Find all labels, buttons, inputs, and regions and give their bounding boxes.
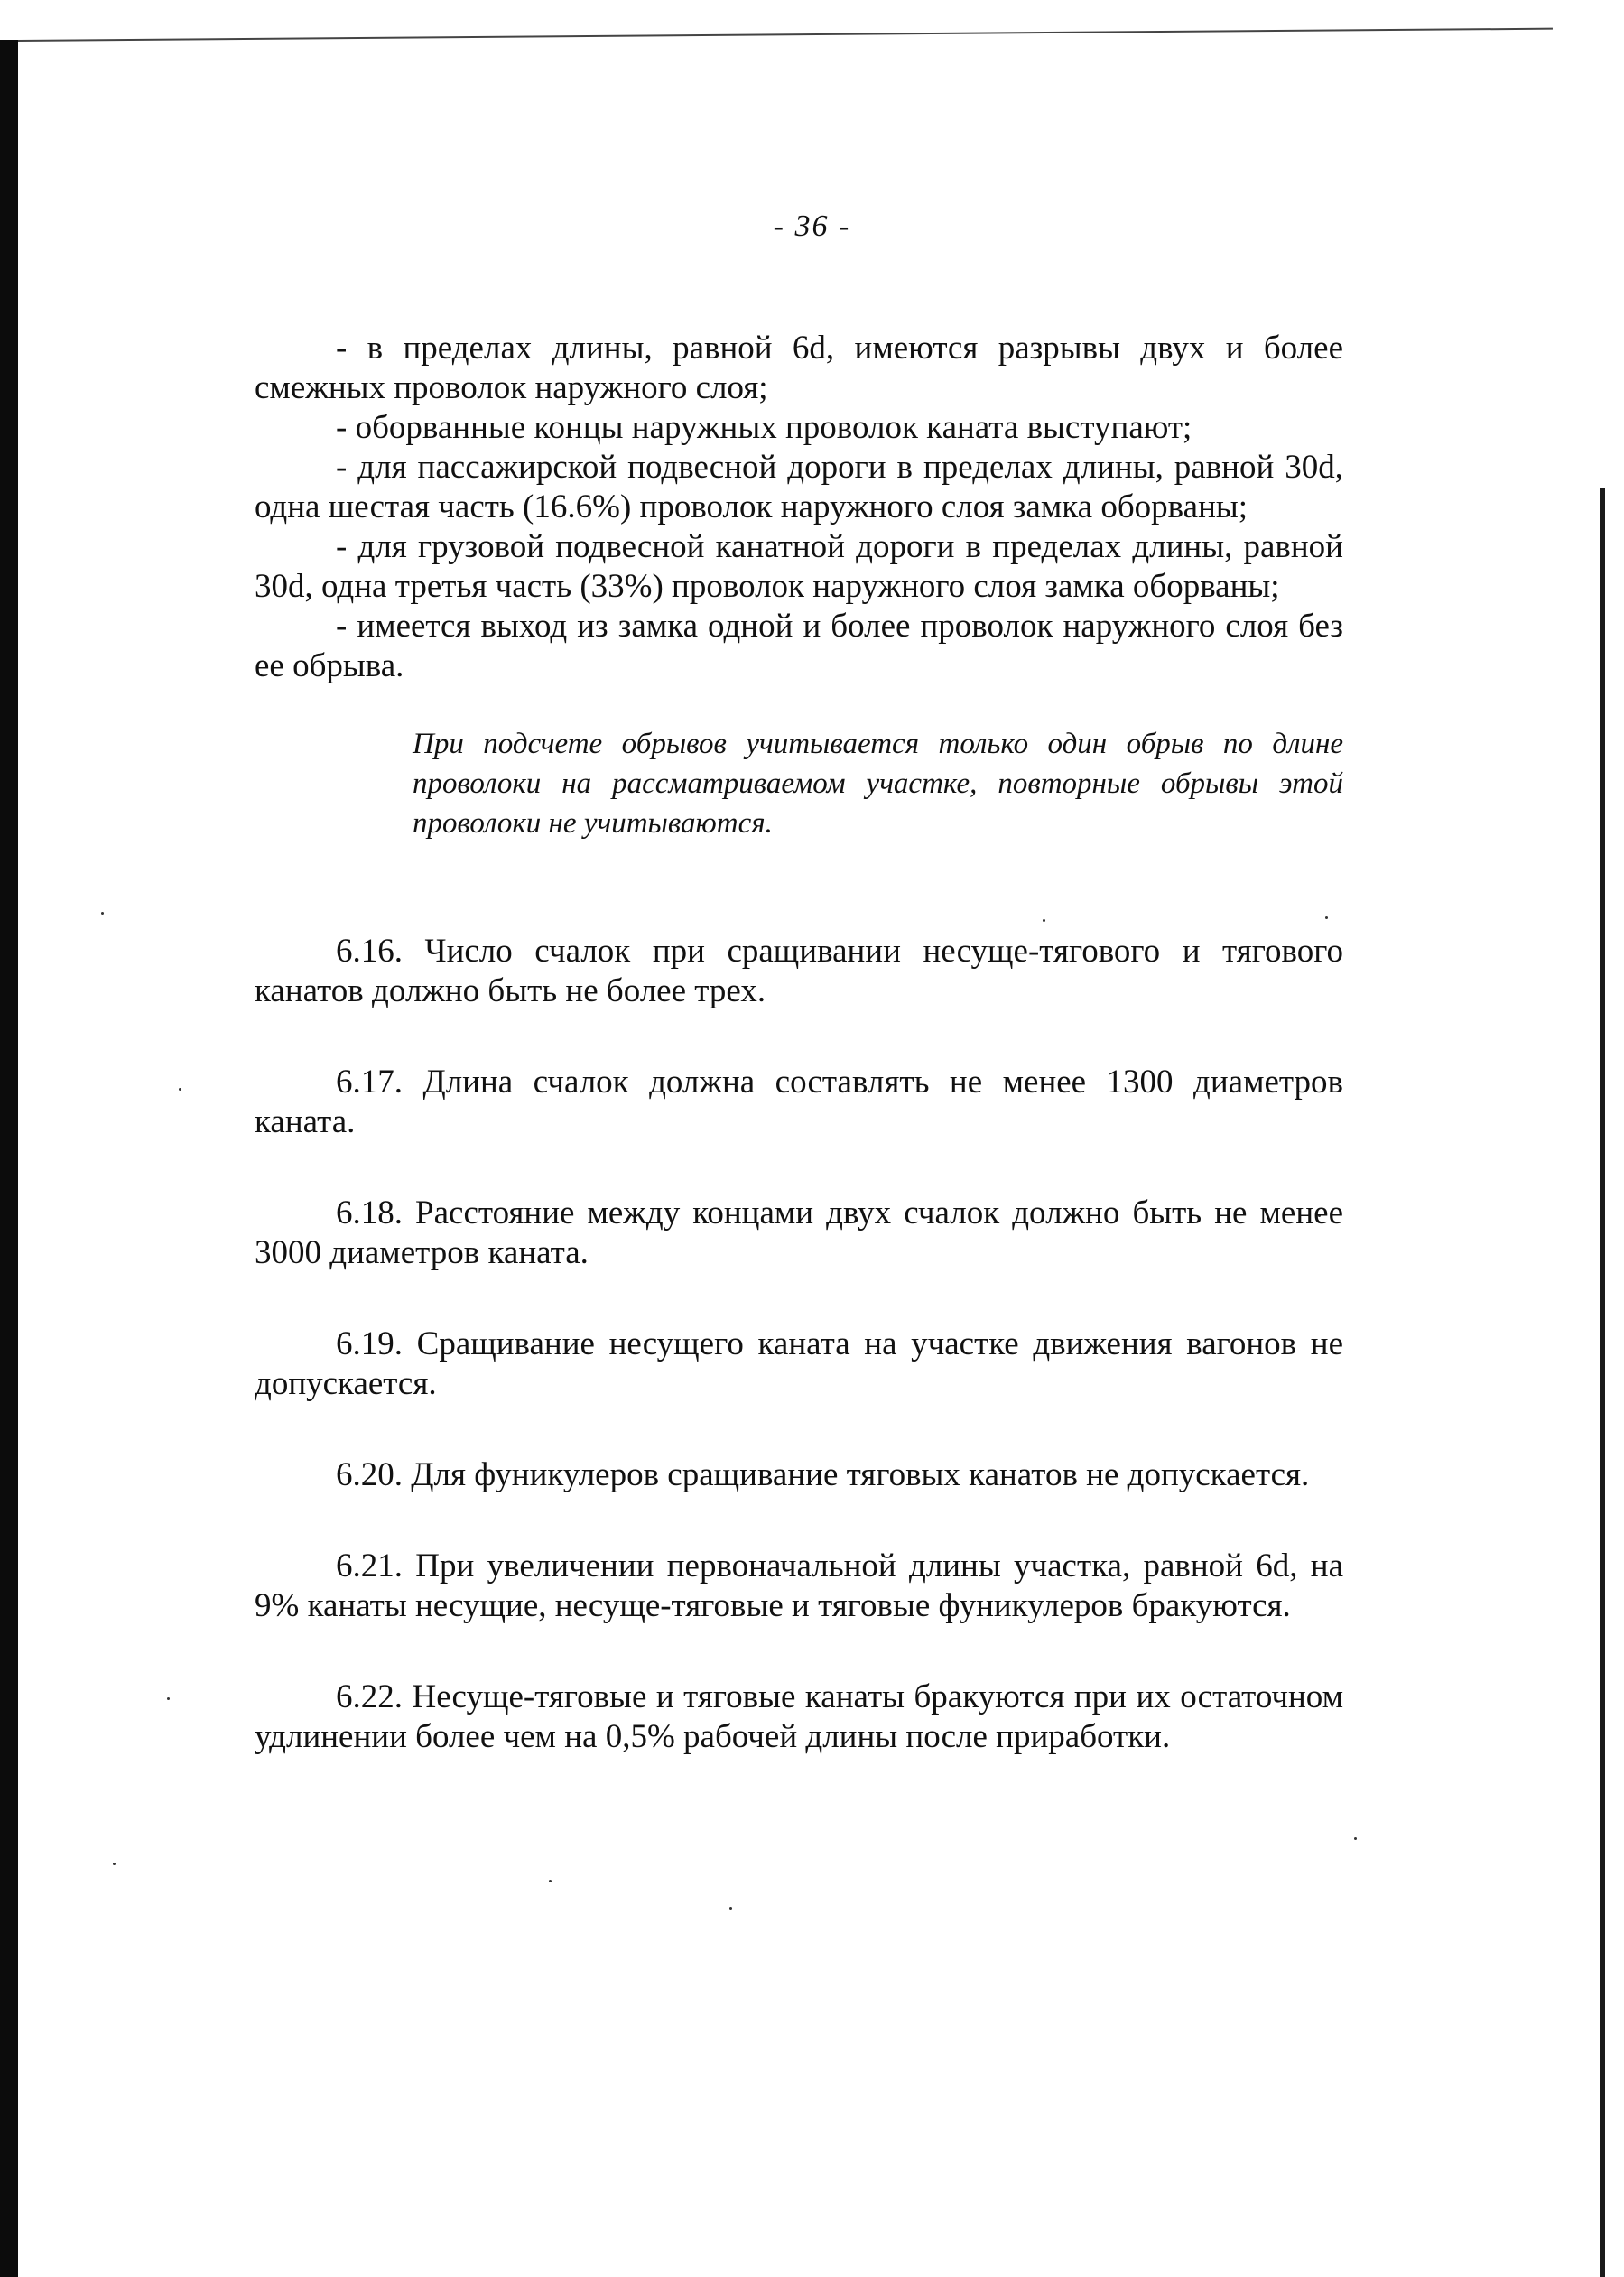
scan-speck [113,1863,116,1865]
scan-speck [101,912,104,915]
scan-speck [179,1088,181,1091]
clause-6-21: 6.21. При увеличении первоначальной длины участка, равной 6d, на 9% канаты несущие, несуще-тяговые и тяговые фуникулеров бракуются. [255,1547,1343,1624]
scan-top-line [18,28,1553,42]
scan-speck [167,1697,170,1700]
scan-speck [729,1907,732,1910]
scan-speck [549,1880,552,1882]
scan-speck [1354,1837,1357,1840]
bullet-item: - в пределах длины, равной 6d, имеются разрывы двух и более смежных проволок наружного слоя; [255,330,1343,406]
clause-6-18: 6.18. Расстояние между концами двух счалок должно быть не менее 3000 диаметров каната. [255,1194,1343,1271]
clause-6-17: 6.17. Длина счалок должна составлять не менее 1300 диаметров каната. [255,1064,1343,1140]
bullet-item: - для пассажирской подвесной дороги в пределах длины, равной 30d, одна шестая часть (16.6%) проволок наружного слоя замка оборваны; [255,449,1343,525]
scan-right-edge [1600,488,1605,2277]
clause-6-22: 6.22. Несуще-тяговые и тяговые канаты бракуются при их остаточном удлинении более чем на 0,5% рабочей длины после приработки. [255,1678,1343,1755]
scan-left-edge [0,40,18,2277]
note-paragraph: При подсчете обрывов учитывается только один обрыв по длине проволоки на рассматриваемом участке, повторные обрывы этой проволоки не учитываются. [413,728,1343,840]
clause-6-16: 6.16. Число счалок при сращивании несуще-тягового и тягового канатов должно быть не более трех. [255,933,1343,1009]
bullet-item: - для грузовой подвесной канатной дороги в пределах длины, равной 30d, одна третья часть (33%) проволок наружного слоя замка оборваны; [255,528,1343,605]
bullet-item: - имеется выход из замка одной и более проволок наружного слоя без ее обрыва. [255,608,1343,684]
page-number: - 36 - [773,209,851,243]
clause-6-20: 6.20. Для фуникулеров сращивание тяговых канатов не допускается. [336,1456,1310,1493]
clause-6-19: 6.19. Сращивание несущего каната на участке движения вагонов не допускается. [255,1325,1343,1402]
document-body [255,329,1343,1757]
bullet-item: - оборванные концы наружных проволок каната выступают; [336,409,1192,446]
